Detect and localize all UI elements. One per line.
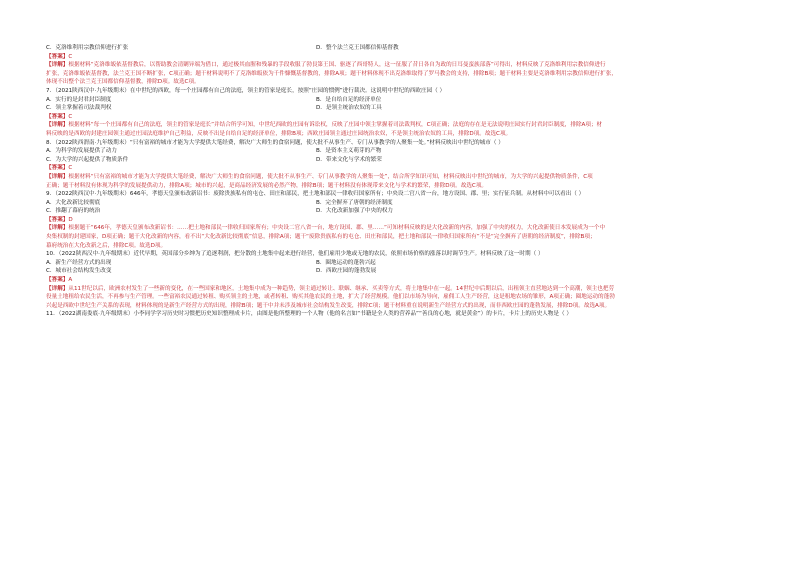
q9-stem: 9．（2022陕西汉中·九年级期末）646年，孝德天皇颁布改新诏书：废除贵族私有的屯仓、田庄和部民，把土地和部民一律收归国家所有；中央设二官八省一台，地方设国、郡、里；实行征兵制。从材料中可以看出（ ） [46, 191, 585, 198]
answer-tag: 【答案】 [46, 277, 69, 284]
q8-options-ab [46, 147, 754, 156]
q10-answer [46, 276, 754, 285]
q9-analysis-line: 【详解】根据题干“646年，孝德天皇颁布改新诏书：……把土地和部民一律收归国家所有；中央设二官八省一台，地方设国、郡、里……”可知材料反映的是大化改新的内容，加强了中央的权力，大化改新使日本发展成为一个中 [46, 225, 606, 232]
answer-value: C [68, 165, 73, 172]
q8-option-c: C．为大学的兴起提供了物质条件 [46, 156, 129, 163]
q7-option-d: D．是领主统治农奴的工具 [316, 105, 382, 112]
q11-stem: 11．（2022湖南娄底·九年级期末）小李同学学习历史时习惯把历史知识整理成卡片，由图是他所整理的一个人物（他的名言如“书籍是全人类的营养品”“善良的心地，就是黄金”）的卡片，卡片上的历史人物是（ ） [46, 311, 572, 318]
q6-options-cd [46, 44, 754, 53]
q7-options-ab [46, 96, 754, 105]
q6-answer [46, 53, 754, 62]
q9-analysis-line: 幕府统治在大化改新之后，排除C项。故选D项。 [46, 242, 167, 249]
q8-options-cd [46, 156, 754, 165]
analysis-tag: 【详解】 [46, 225, 69, 232]
answer-value: A [68, 277, 73, 284]
q9-option-b: B．完全摒弃了唐朝的经济制度 [316, 199, 393, 206]
q8-analysis-line: 正确；题干材料没有体现为科学的发展提供动力，排除A项；城市的兴起，是商品经济发展的必然产物，排除B项；题干材料没有体现带来文化与学术的繁荣，排除D项。故选C项。 [46, 182, 488, 189]
q6-analysis-line: 【详解】根据材料“克洛维皈依基督教后，以帮助教会清剿异端为借口，通过极其血腥和残暴的手段收服了勃艮第王国、驱逐了西哥特人，这一征服了昔日各自为政的日耳曼蛮族部落”可得出，材料反映了克洛维利用宗教信仰进行 [46, 62, 606, 69]
q9-option-d: D．大化改新加强了中央的权力 [316, 208, 394, 215]
analysis-tag: 【详解】 [46, 122, 69, 129]
answer-value: D [68, 216, 73, 223]
q10-options-ab [46, 259, 754, 268]
analysis-tag: 【详解】 [46, 173, 69, 180]
q10-stem: 10．（2022陕西汉中·九年级期末）近代早期，英国部分乡绅为了追逐利润，把分散的土地集中起来进行经营，他们雇用少地或无地的农民，依照市场价格的涨落以时调节生产。材料反映了这一时期（ ） [46, 251, 544, 258]
q6-analysis-line: 体现不出整个法兰克王国都信仰基督教，排除D项。故选C项。 [46, 79, 200, 86]
q7-option-b: B．是自给自足的经济单位 [316, 96, 382, 103]
q7-analysis-line: 料反映的是西欧的封建庄园领主通过庄园法庭维护自己利益，反映不出是自给自足的经济单位，排除B项；西欧庄园领主通过庄园统治农奴，不是领主统治农奴的工具，排除D项。故选C项。 [46, 130, 512, 137]
analysis-tag: 【详解】 [46, 285, 69, 292]
q7-option-c: C．领主掌握着司法裁判权 [46, 105, 112, 112]
q7-answer [46, 113, 754, 122]
q10-option-b: B．圈地运动的蓬勃兴起 [316, 259, 376, 266]
q7-options-cd [46, 104, 754, 113]
answer-tag: 【答案】 [46, 165, 69, 172]
answer-tag: 【答案】 [46, 216, 69, 223]
q9-option-c: C．推翻了幕府的统治 [46, 208, 101, 215]
q10-options-cd [46, 267, 754, 276]
q8-option-b: B．是资本主义萌芽的产物 [316, 148, 382, 155]
q8-analysis-line: 【详解】根据材料“只有富裕的城市才能为大学提供大笔经费，解决广大师生的食宿问题，使大批不从事生产、专门从事教学的人聚集一处”，结合所学知识可知，材料反映出中世纪的城市，为大学的兴起提供物质条件，C项 [46, 173, 593, 180]
q10-option-a: A．新生产经营方式的出现 [46, 259, 112, 266]
q6-analysis-line: 扩张，克洛维皈依基督教，法兰克王国不断扩张，C项正确；题干材料说明不了克洛维皈依为千件慷慨基督教的，排除A项；题干材料体现不出克洛维取得了罗马教会的支持，排除B项；题干材料主要是克洛维利用宗教信仰进行扩张， [46, 70, 617, 77]
q10-analysis-line: 【详解】从11世纪以后，欧洲农村发生了一些新的变化，在一些国家和地区，土地集中成为一种趋势，领主通过转让、联姻、继承、买卖等方式，将土地集中在一起。14世纪中后期以后，出租领主直营地达到一个高潮，领主也把劳 [46, 285, 615, 292]
q7-stem: 7．（2021陕西汉中·九年级期末）在中世纪的西欧，每一个庄园都有自己的法庭，领主的管家是庭长，按照“庄园的惯例”进行裁决。这说明中世纪的西欧庄园（ ） [46, 87, 446, 94]
q9-answer [46, 216, 754, 225]
answer-value: C [68, 113, 73, 120]
q10-analysis-line: 兴起是西欧中世纪生产关系的表现，材料体现的是新生产经营方式的出现，排除B项；题干中并未涉及城市社会结构发生改变，排除C项；题干材料重在说明新生产经营方式的出现，而非西欧庄园的蓬勃发展，排除D项。故选A项。 [46, 302, 611, 309]
answer-tag: 【答案】 [46, 53, 69, 60]
q7-option-a: A．实行的是封君封臣制度 [46, 96, 112, 103]
q8-answer [46, 164, 754, 173]
q8-option-d: D．带来文化与学术的繁荣 [316, 156, 382, 163]
analysis-tag: 【详解】 [46, 62, 69, 69]
q10-option-c: C．城市社会结构发生改变 [46, 268, 112, 275]
q9-option-a: A．大化改新比较彻底 [46, 199, 101, 206]
q8-stem: 8．（2022陕西渭南·九年级期末）“只有富裕的城市才能为大学提供大笔经费，解决广大师生的食宿问题，使大批不从事生产、专门从事教学的人聚集一处。”材料反映出中世纪的城市（ ） [46, 139, 504, 146]
q10-option-d: D．西欧庄园的蓬勃发展 [316, 268, 377, 275]
q6-option-c: C．克洛维利用宗教信仰进行扩张 [46, 45, 129, 51]
answer-tag: 【答案】 [46, 113, 69, 120]
q9-options-ab [46, 199, 754, 208]
q9-options-cd [46, 207, 754, 216]
q6-option-d: D．整个法兰克王国都信仰基督教 [316, 45, 399, 51]
q8-option-a: A．为科学的发展提供了动力 [46, 148, 117, 155]
q7-analysis-line: 【详解】根据材料“每一个庄园都有自己的法庭，领主的管家是庭长”并结合所学可知，中世纪西欧的庄园有诉讼权，反映了庄园中领主掌握着司法裁判权，C项正确；法庭的存在是无法说明庄园实行封君封臣制度，排除A项；材 [46, 122, 603, 129]
q9-analysis-line: 央集权制的封建国家，D项正确；题干大化改新的内容，看不出“大化改新比较彻底”信息，排除A项；题干“废除贵族私有的屯仓、田庄和部民，把土地和部民一律收归国家所有”不是“完全摒弃了唐朝的经济制度”，排除B项； [46, 234, 596, 241]
answer-value: C [68, 53, 73, 60]
q10-analysis-line: 役量土地租给农民生活，不再参与生产管理。一些富裕农民通过转租、购买领主的土地，或者转租、购买其他农民的土地，扩大了经营规模。他们以市场为导向，雇佣工人生产经营，这是租地农场的雏形，A项正确；圈地运动的蓬勃 [46, 294, 615, 301]
